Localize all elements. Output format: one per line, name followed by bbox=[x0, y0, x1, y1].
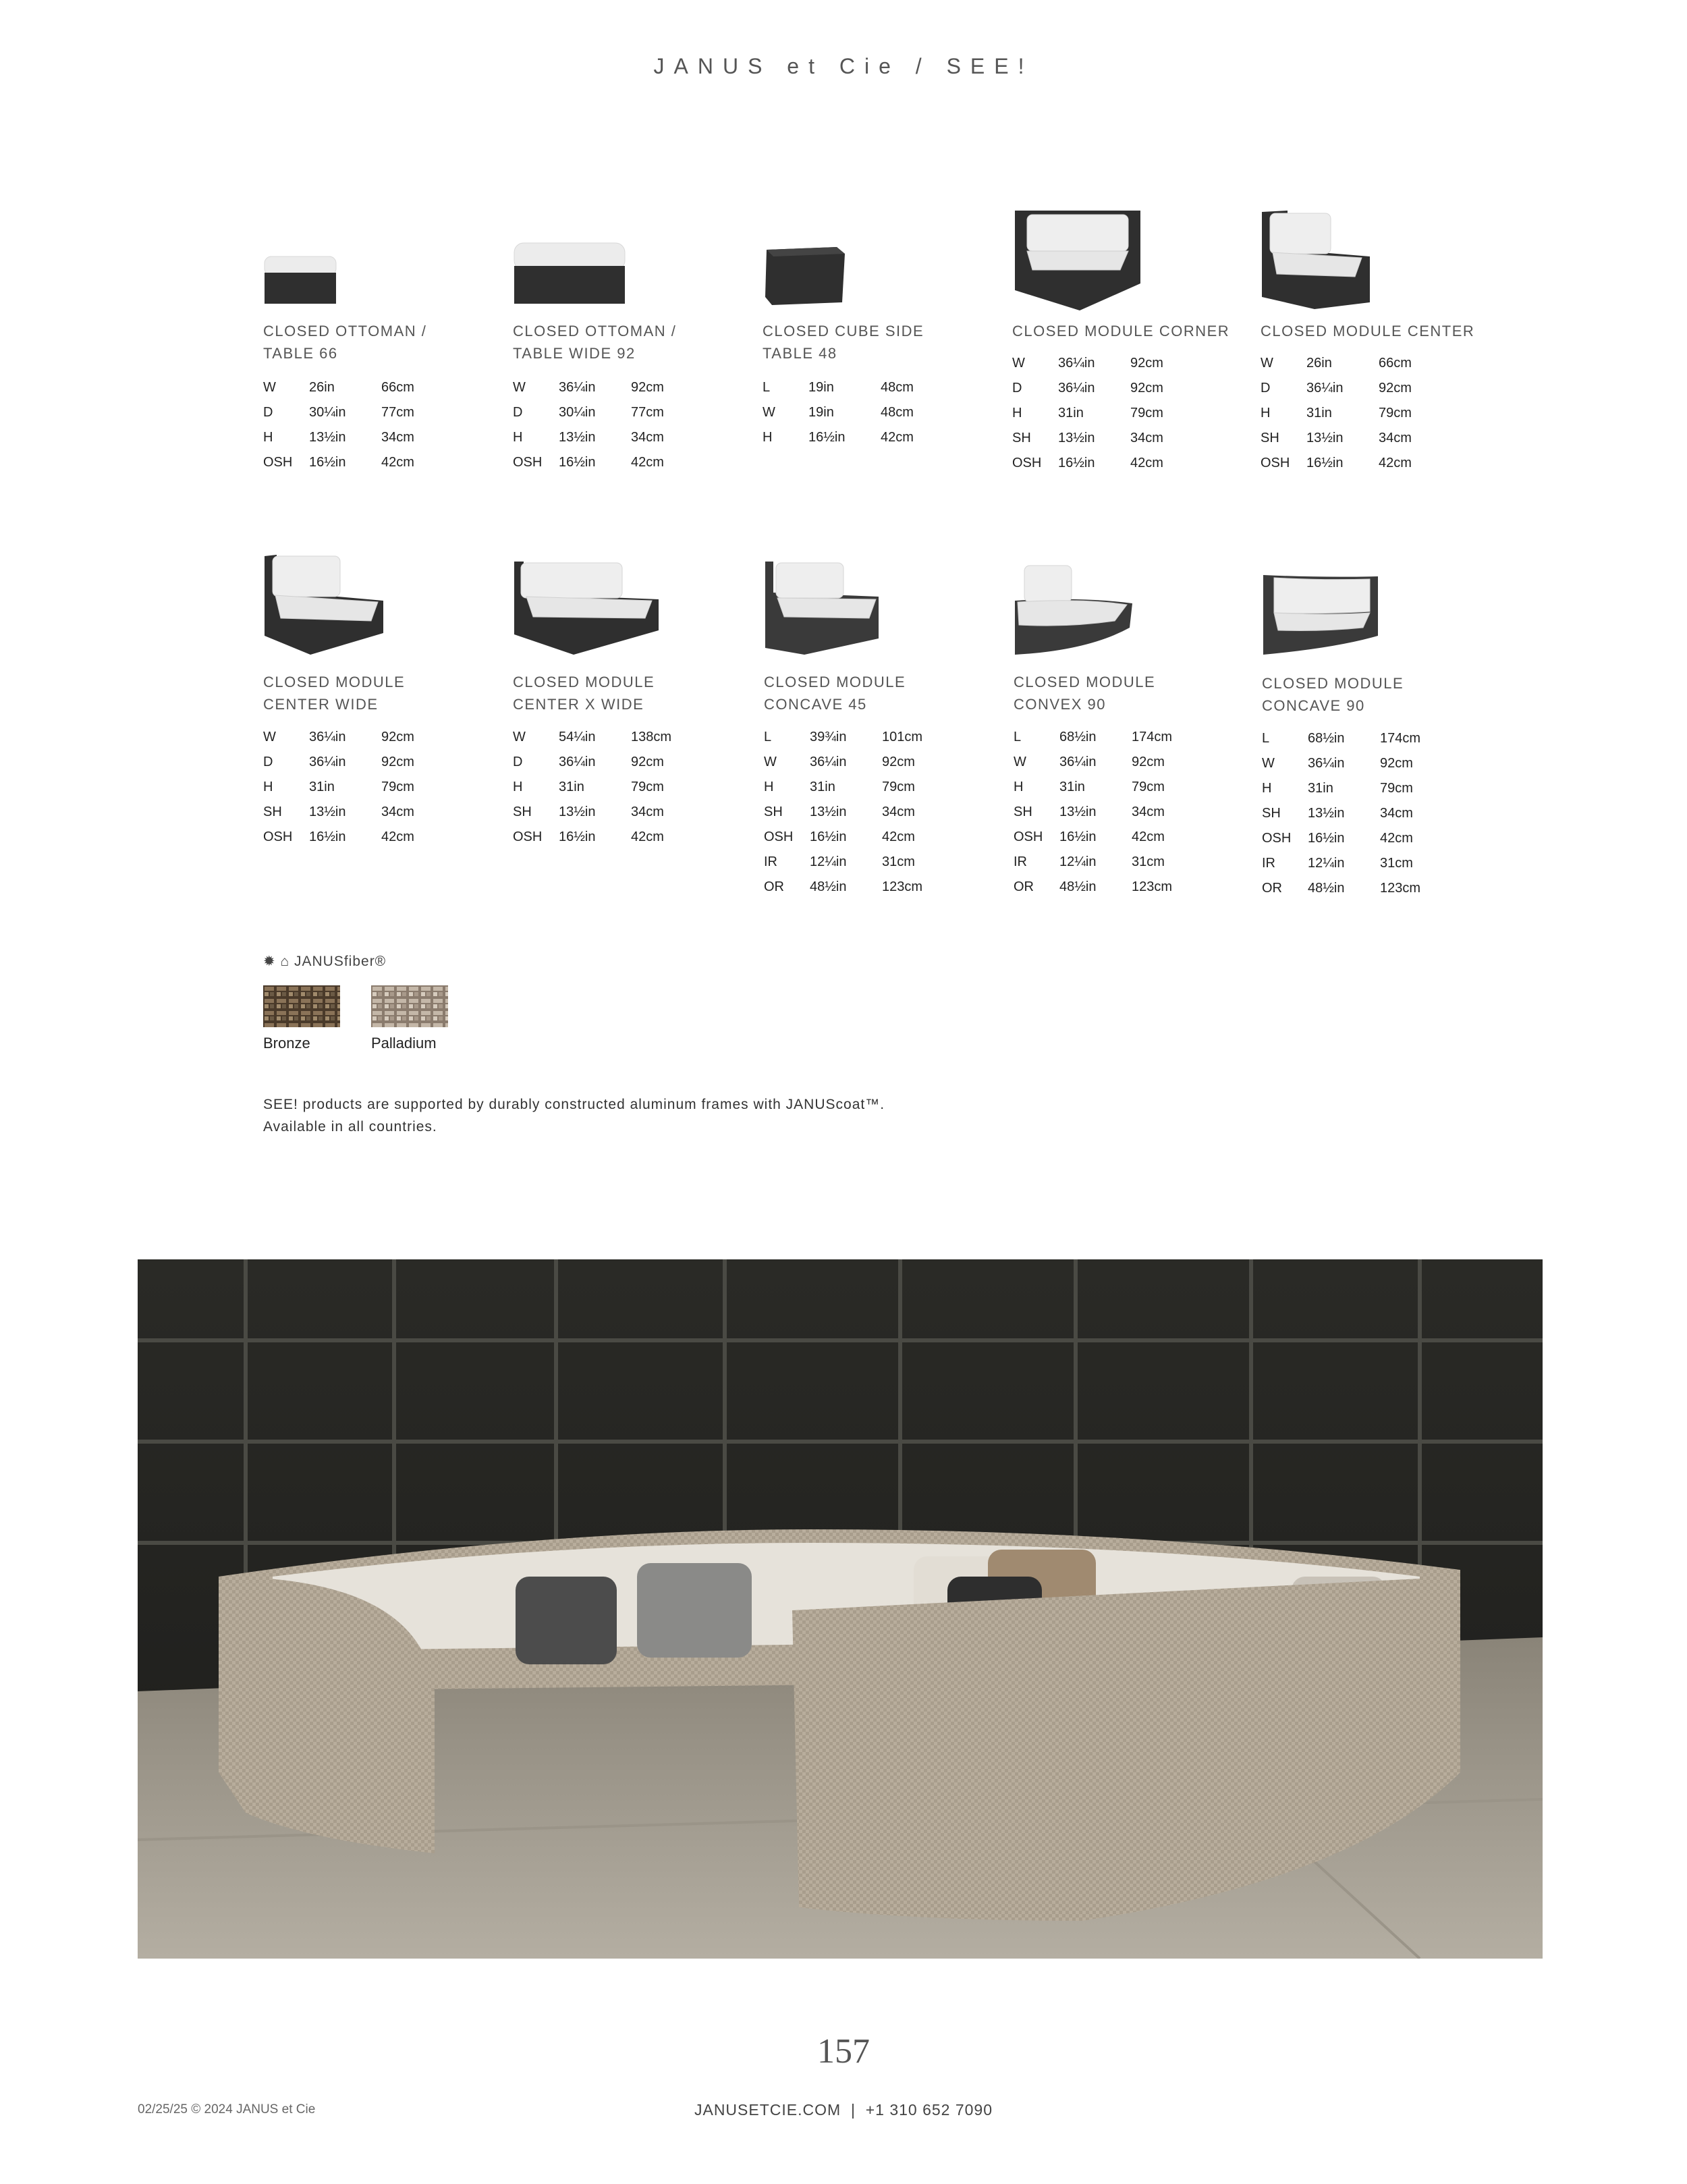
dim-row: W 36¼in 92cm bbox=[1014, 755, 1165, 769]
footer-copyright: 02/25/25 © 2024 JANUS et Cie bbox=[138, 2102, 316, 2117]
dim-row: OR 48½in 123cm bbox=[1014, 879, 1173, 894]
dim-row: W 36¼in 92cm bbox=[1012, 356, 1163, 371]
dim-row: W 26in 66cm bbox=[263, 380, 414, 395]
dim-row: OR 48½in 123cm bbox=[1262, 881, 1421, 896]
dim-row: D 36¼in 92cm bbox=[513, 755, 664, 769]
dim-row: OSH 16½in 42cm bbox=[263, 455, 414, 470]
dimension-table bbox=[763, 375, 965, 450]
product-name: CLOSED MODULE CONVEX 90 bbox=[1014, 674, 1156, 713]
dimension-table bbox=[263, 375, 466, 475]
product-name: CLOSED CUBE SIDE TABLE 48 bbox=[763, 323, 924, 362]
dimension-table bbox=[1262, 726, 1464, 901]
product-name: CLOSED MODULE CENTER WIDE bbox=[263, 674, 406, 713]
dim-row: OSH 16½in 42cm bbox=[513, 829, 664, 844]
product-name: CLOSED OTTOMAN / TABLE 66 bbox=[263, 323, 427, 362]
dim-row: L 68½in 174cm bbox=[1262, 731, 1421, 746]
product-name: CLOSED MODULE CONCAVE 45 bbox=[764, 674, 906, 713]
dimension-table bbox=[1014, 725, 1216, 900]
dim-row: H 31in 79cm bbox=[263, 780, 414, 794]
swatch-label-bronze: Bronze bbox=[263, 1035, 310, 1052]
dim-row: D 36¼in 92cm bbox=[1261, 381, 1412, 395]
dim-row: SH 13½in 34cm bbox=[1262, 806, 1413, 821]
module-center-image bbox=[1261, 209, 1375, 310]
dim-row: W 36¼in 92cm bbox=[1262, 756, 1413, 771]
dim-row: SH 13½in 34cm bbox=[1261, 431, 1412, 445]
dim-row: OSH 16½in 42cm bbox=[1262, 831, 1413, 846]
product-name: CLOSED MODULE CENTER bbox=[1261, 323, 1475, 339]
page-number: 157 bbox=[817, 2032, 870, 2071]
product-name: CLOSED OTTOMAN / TABLE WIDE 92 bbox=[513, 323, 677, 362]
ottoman-66-image bbox=[263, 243, 344, 310]
dim-row: H 31in 79cm bbox=[1012, 406, 1163, 420]
dim-row: W 54¼in 138cm bbox=[513, 730, 672, 744]
ottoman-92-image bbox=[513, 236, 634, 310]
dim-row: W 36¼in 92cm bbox=[263, 730, 414, 744]
product-name: CLOSED MODULE CORNER bbox=[1012, 323, 1230, 339]
dim-row: W 36¼in 92cm bbox=[513, 380, 664, 395]
dim-row: IR 12¼in 31cm bbox=[1014, 854, 1165, 869]
dim-row: OSH 16½in 42cm bbox=[764, 829, 915, 844]
dimension-table bbox=[1261, 351, 1463, 476]
dim-row: SH 13½in 34cm bbox=[764, 804, 915, 819]
dim-row: L 68½in 174cm bbox=[1014, 730, 1173, 744]
dim-row: OSH 16½in 42cm bbox=[1014, 829, 1165, 844]
dim-row: D 30¼in 77cm bbox=[263, 405, 414, 420]
fiber-brand-name: JANUSfiber® bbox=[294, 954, 387, 969]
dimension-table bbox=[1012, 351, 1215, 476]
dim-row: L 19in 48cm bbox=[763, 380, 914, 395]
dim-row: SH 13½in 34cm bbox=[1012, 431, 1163, 445]
dim-row: OSH 16½in 42cm bbox=[513, 455, 664, 470]
swatch-bronze bbox=[263, 985, 340, 1027]
dim-row: H 13½in 34cm bbox=[263, 430, 414, 445]
dim-row: W 36¼in 92cm bbox=[764, 755, 915, 769]
house-icon: ⌂ bbox=[280, 954, 290, 969]
dimension-table bbox=[263, 725, 466, 850]
dim-row: H 31in 79cm bbox=[1014, 780, 1165, 794]
dim-row: H 31in 79cm bbox=[1262, 781, 1413, 796]
dim-row: D 36¼in 92cm bbox=[263, 755, 414, 769]
module-center-x-wide-image bbox=[513, 560, 668, 655]
module-convex-90-image bbox=[1014, 563, 1135, 657]
dim-row: D 36¼in 92cm bbox=[1012, 381, 1163, 395]
footer-contact: JANUSETCIE.COM | +1 310 652 7090 bbox=[694, 2101, 993, 2119]
dim-row: SH 13½in 34cm bbox=[263, 804, 414, 819]
dimension-table bbox=[513, 375, 715, 475]
dim-row: IR 12¼in 31cm bbox=[1262, 856, 1413, 871]
module-center-wide-image bbox=[263, 553, 391, 655]
page-header: JANUS et Cie / SEE! bbox=[653, 54, 1034, 78]
dim-row: SH 13½in 34cm bbox=[1014, 804, 1165, 819]
dim-row: OSH 16½in 42cm bbox=[1012, 456, 1163, 470]
dim-row: OSH 16½in 42cm bbox=[263, 829, 414, 844]
swatch-palladium bbox=[371, 985, 448, 1027]
dim-row: L 39¾in 101cm bbox=[764, 730, 923, 744]
product-name: CLOSED MODULE CENTER X WIDE bbox=[513, 674, 655, 713]
dim-row: SH 13½in 34cm bbox=[513, 804, 664, 819]
dim-row: IR 12¼in 31cm bbox=[764, 854, 915, 869]
fiber-brand bbox=[263, 953, 386, 970]
product-name: CLOSED MODULE CONCAVE 90 bbox=[1262, 675, 1404, 714]
cube-48-image bbox=[763, 243, 850, 310]
dimension-table bbox=[513, 725, 715, 850]
lifestyle-photo bbox=[138, 1259, 1543, 1959]
dim-row: H 31in 79cm bbox=[764, 780, 915, 794]
swatch-label-palladium: Palladium bbox=[371, 1035, 437, 1052]
note-line-2: Available in all countries. bbox=[263, 1119, 437, 1135]
dim-row: H 16½in 42cm bbox=[763, 430, 914, 445]
dim-row: W 19in 48cm bbox=[763, 405, 914, 420]
note-line-1: SEE! products are supported by durably constructed aluminum frames with JANUScoat™. bbox=[263, 1097, 885, 1112]
module-concave-90-image bbox=[1262, 574, 1383, 655]
module-concave-45-image bbox=[764, 560, 885, 655]
dim-row: OR 48½in 123cm bbox=[764, 879, 923, 894]
dim-row: OSH 16½in 42cm bbox=[1261, 456, 1412, 470]
dim-row: D 30¼in 77cm bbox=[513, 405, 664, 420]
module-corner-image bbox=[1012, 209, 1147, 310]
dim-row: H 31in 79cm bbox=[1261, 406, 1412, 420]
dim-row: H 13½in 34cm bbox=[513, 430, 664, 445]
product-note bbox=[263, 1093, 1005, 1138]
dimension-table bbox=[764, 725, 966, 900]
dim-row: H 31in 79cm bbox=[513, 780, 664, 794]
sun-icon: ✹ bbox=[263, 954, 276, 969]
dim-row: W 26in 66cm bbox=[1261, 356, 1412, 371]
